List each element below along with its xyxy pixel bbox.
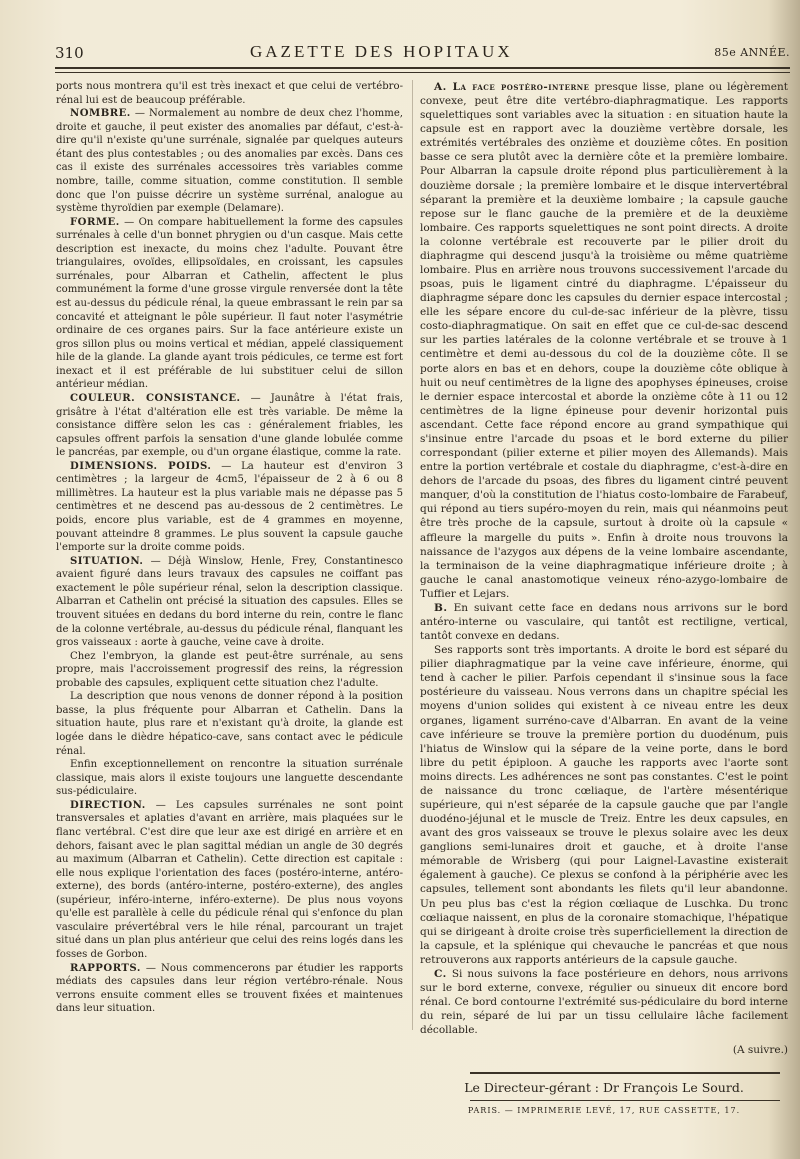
paragraph [56,460,403,555]
paragraph [56,80,403,107]
paragraph-text: — La hauteur est d'environ 3 centimètres ; la largeur de 4cm5, l'épaisseur de 2 à 6 ou 8 millimètres. La hauteur est la plus variable mais ne dépasse pas 5 centimètres et ne descend pas au-dessous de 2 centimètres. Le poids, encore plus variable, est de 4 grammes en moyenne, pouvant atteindre 8 grammes. Le plus souvent la capsule gauche l'emporte sur la droite comme poids. [56,460,403,554]
right-column [420,80,788,1057]
left-column [56,80,403,1016]
section-heading: B. [434,601,448,614]
section-heading: C. [434,967,447,980]
paragraph [56,392,403,460]
section-heading: SITUATION. [70,555,144,567]
section-heading: NOMBRE. [70,108,131,120]
paragraph-text: presque lisse, plane ou légèrement convexe, peut être dite vertébro-diaphragmatique. Les rapports squelettiques sont variables avec la situation : en situation haute la capsule est en rapport avec la douzième vertèbre dorsale, les extrémités vertébrales des onzième et douzième côtes. En position basse ce sera plutôt avec la dernière côte et la première lombaire. Pour Albarran la capsule droite répond plus particulièrement à la douzième dorsale ; la première lombaire et le disque intervertébral séparant la première et la deuxième lombaire ; la capsule gauche repose sur le flanc gauche de la première et de la deuxième lombaire. Ces rapports squelettiques ne sont point directs. A droite la colonne vertébrale est recouverte par le pilier droit du diaphragme qui descend jusqu'à la troisième ou même quatrième lombaire. Plus en arrière nous trouvons successivement l'arcade du psoas, puis le ligament cintré du diaphragme. L'épaisseur du diaphragme sépare donc les capsules du dernier espace intercostal ; elle les sépare encore du cul-de-sac inférieur de la plèvre, tissu costo-diaphragmatique. On sait en effet que ce cul-de-sac descend sur les parties latérales de la colonne vertébrale et se trouve à 1 centimètre et demi au-dessous du col de la douzième côte. Il se porte alors en bas et en dehors, coupe la douzième côte oblique à huit ou neuf centimètres de la ligne des apophyses épineuses, croise le dernier espace intercostal et aborde la onzième côte à 11 ou 12 centimètres de la ligne épineuse pour devenir horizontal puis ascendant. Cette face répond encore au grand sympathique qui s'insinue entre l'arcade du psoas et le bord externe du pilier correspondant (pilier externe et pilier moyen des Allemands). Mais entre la portion vertébrale et costale du diaphragme, c'est-à-dire en dehors de l'arcade du psoas, des fibres du ligament cintré peuvent manquer, d'où la constitution de l'hiatus costo-lombaire de Farabeuf, qui répond au tiers supéro-moyen du rein, mais qui néanmoins peut être très proche de la capsule, surtout à droite où la capsule « affleure la margelle du puits ». Enfin à droite nous trouvons la naissance de l'azygos aux dépens de la veine lombaire ascendante, la terminaison de la veine diaphragmatique inférieure droite ; à gauche le canal anastomotique veineux réno-azygo-lombaire de Tuffier et Lejars. [420,81,788,600]
paragraph-text: — Normalement au nombre de deux chez l'homme, droite et gauche, il peut exister des anomalies par défaut, c'est-à-dire qu'il n'existe qu'une surrénale, signalée par quelques auteurs étant des plus contestables ; ou des anomalies par excès. Dans ces cas il existe des surrénales accessoires très variables comme nombre, taille, comme situation, comme constitution. Il semble donc que l'on puisse décrire un système surrénal, analogue au système thyroïdien par exemple (Delamare). [56,108,403,215]
director-line: Le Directeur-gérant : Dr François Le Sourd. [464,1080,744,1095]
paragraph-text: — Les capsules surrénales ne sont point transversales et aplaties d'avant en arrière, mais plaquées sur le flanc vertébral. C'est dire que leur axe est dirigé en arrière et en dehors, faisant avec le plan sagittal médian un angle de 30 degrés au maximum (Albarran et Cathelin). Cette direction est capitale : elle nous explique l'orientation des faces (postéro-interne, antéro-externe), des bords (antéro-interne, postéro-externe), des angles (supérieur, inféro-interne, inféro-externe). De plus nous voyons qu'elle est parallèle à celle du pédicule rénal qui s'enfonce du plan vasculaire prévertébral vers le hile rénal, parcourant un trajet situé dans un plan plus antérieur que celui des reins logés dans les fosses de Gorbon. [56,799,403,960]
paragraph-text: ports nous montrera qu'il est très inexact et que celui de vertébro-rénal lui est de beaucoup préférable. [56,81,403,106]
paragraph [56,216,403,392]
section-heading: A. La face postéro-interne [434,81,590,93]
paragraph-text: Chez l'embryon, la glande est peut-être surrénale, au sens propre, mais l'accroissement progressif des reins, la régression probable des capsules, expliquent cette situation chez l'adulte. [56,650,403,689]
paragraph [56,799,403,962]
to-be-continued: (A suivre.) [732,1044,788,1057]
year-label: 85e ANNÉE. [714,46,790,59]
paragraph-text: En suivant cette face en dedans nous arrivons sur le bord antéro-interne ou vasculaire, qui tantôt est rectiligne, vertical, tantôt convexe en dedans. [420,601,788,643]
section-heading: DIMENSIONS. POIDS. [70,460,212,472]
section-heading: FORME. [70,216,120,228]
paragraph [420,967,788,1037]
paragraph-text: — Jaunâtre à l'état frais, grisâtre à l'état d'altération elle est très variable. De même la consistance diffère selon les cas : généralement friables, les capsules offrent parfois la sensation d'une glande lobulée comme le pancréas, par exemple, ou d'un organe élastique, comme la rate. [56,392,403,459]
paragraph-text: — Déjà Winslow, Henle, Frey, Constantinesco avaient figuré dans leurs travaux des capsules ne coiffant pas exactement le pôle supérieur rénal, selon la description classique. Albarran et Cathelin ont précisé la situation des capsules. Elles se trouvent situées en dedans du bord interne du rein, contre le flanc de la colonne vertébrale, au-dessus du pédicule rénal, flanquant les gros vaisseaux : aorte à gauche, veine cave à droite. [56,555,403,649]
paragraph-text: Enfin exceptionnellement on rencontre la situation surrénale classique, mais alors il existe toujours une languette descendante sus-pédiculaire. [56,759,403,798]
paragraph-text: Ses rapports sont très importants. A droite le bord est séparé du pilier diaphragmatique par la veine cave inférieure, énorme, qui tend à cacher le pilier. Parfois cependant il s'insinue sous la face postérieure du vaisseau. Nous verrons dans un chapitre spécial les moyens d'union solides qui existent à ce niveau entre les deux organes, ligament surréno-cave d'Albarran. En avant de la veine cave inférieure se trouve la première portion du duodénum, puis l'hiatus de Winslow qui la sépare de la veine porte, dans le bord libre du petit épiploon. A gauche les rapports avec l'aorte sont moins directs. Les adhérences ne sont pas constantes. C'est le point de naissance du tronc cœliaque, de l'artère mésentérique supérieure, qui n'est séparée de la capsule gauche que par l'angle duodéno-jéjunal et le muscle de Treiz. Entre les deux capsules, en avant des gros vaisseaux se trouve le plexus solaire avec les deux ganglions semi-lunaires droit et gauche, et à droite l'anse mémorable de Wrisberg (qui pour Laignel-Lavastine existerait également à gauche). Ce plexus se confond à la périphérie avec les capsules, tellement sont abondants les filets qu'il leur abandonne. Un peu plus bas c'est la région cœliaque de Luschka. Du tronc cœliaque naissent, en plus de la coronaire stomachique, l'hépatique qui se dirigeant à droite croise très superficiellement la direction de la capsule, et la splénique qui chevauche le pancréas et que nous retrouverons aux rapports antérieurs de la capsule gauche. [420,644,788,966]
footer-rule-thin [470,1100,780,1101]
paragraph [56,690,403,758]
page-header [55,40,790,66]
footer-rule [470,1072,780,1074]
imprint-line: PARIS. — IMPRIMERIE LEVÉ, 17, RUE CASSETTE, 17. [467,1106,741,1115]
page-number: 310 [55,44,84,62]
paragraph [420,601,788,643]
paragraph [420,80,788,601]
paragraph-text: La description que nous venons de donner répond à la position basse, la plus fréquente pour Albarran et Cathelin. Dans la situation haute, plus rare et n'existant qu'à droite, la glande est logée dans le dièdre hépatico-cave, sans contact avec le pédicule rénal. [56,691,403,757]
section-heading: DIRECTION. [70,799,146,811]
paragraph [56,758,403,799]
paragraph [56,555,403,650]
paragraph [56,107,403,216]
header-rule-thin [55,72,790,73]
paragraph-text: — Nous commencerons par étudier les rapports médiats des capsules dans leur région vertébro-rénale. Nous verrons ensuite comment elles se trouvent fixées et maintenues dans leur situation. [56,962,403,1015]
paragraph-text: — On compare habituellement la forme des capsules surrénales à celle d'un bonnet phrygien ou d'un casque. Mais cette description est inexacte, du moins chez l'adulte. Pouvant être triangulaires, ovoïdes, ellipsoïdales, en croissant, les capsules surrénales, pour Albarran et Cathelin, affectent le plus communément la forme d'une grosse virgule renversée dont la tête est au-dessus du pédicule rénal, la queue embrassant le rein par sa concavité et atteignant le pôle supérieur. Il faut noter l'asymétrie ordinaire de ces organes pairs. Sur la face antérieure existe un gros sillon plus ou moins vertical et médian, appelé classiquement hile de la glande. La glande ayant trois pédicules, ce terme est fort inexact et il est préférable de lui substituer celui de sillon antérieur médian. [56,216,403,391]
section-heading: COULEUR. CONSISTANCE. [70,392,241,404]
paragraph-text: Si nous suivons la face postérieure en dehors, nous arrivons sur le bord externe, convexe, régulier ou sinueux dit encore bord rénal. Ce bord contourne l'extrémité sus-pédiculaire du bord interne du rein, séparé de lui par un tissu cellulaire lâche facilement décollable. [420,967,788,1037]
paragraph [420,643,788,967]
section-heading: RAPPORTS. [70,962,141,974]
journal-title: GAZETTE DES HOPITAUX [250,42,513,61]
paragraph [56,962,403,1016]
header-rule [55,67,790,69]
column-divider [412,80,413,1030]
paragraph [56,650,403,691]
